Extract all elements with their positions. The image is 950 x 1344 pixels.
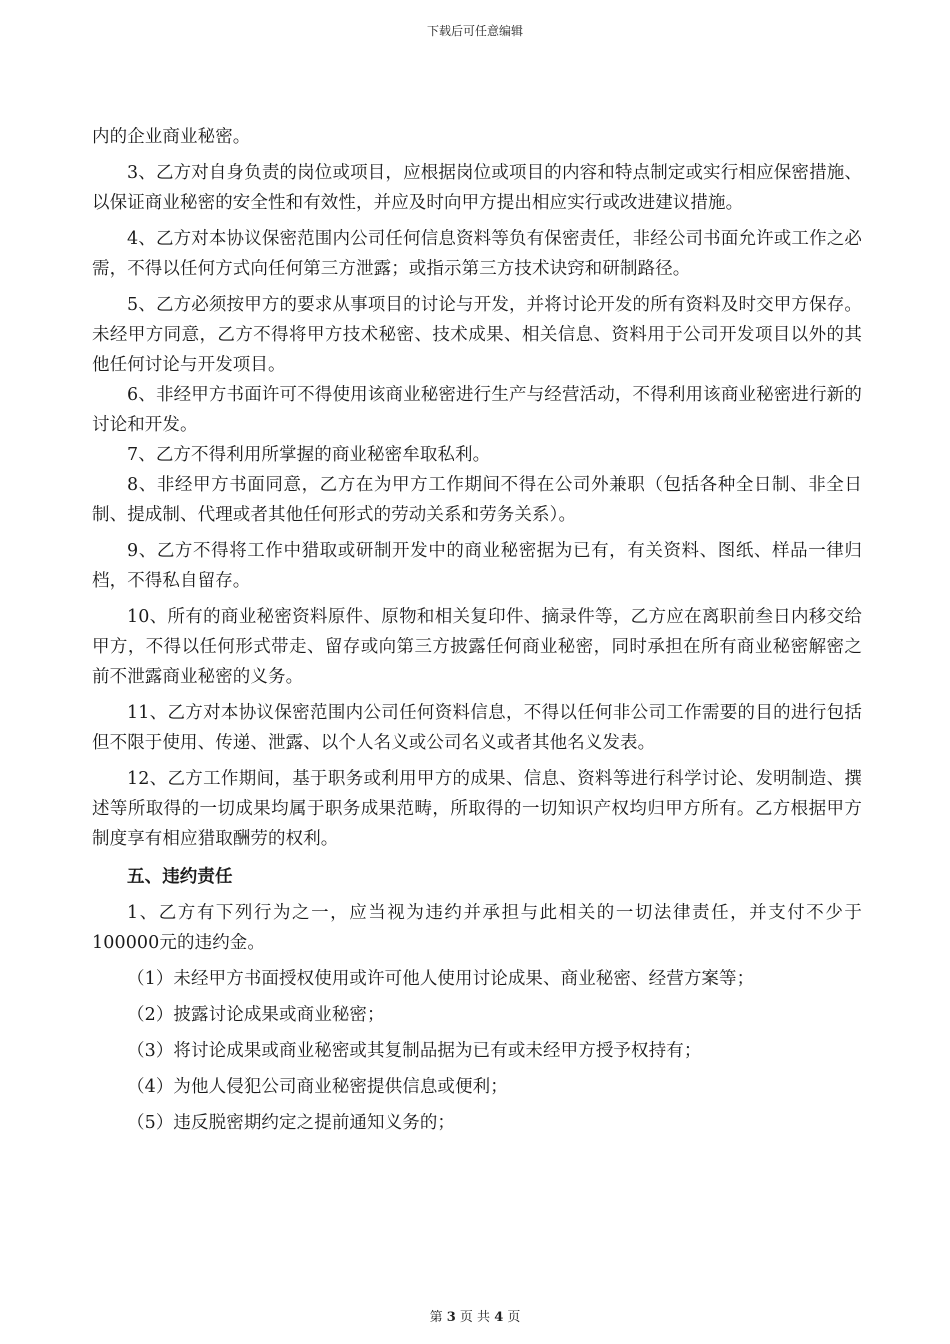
page-number: 3 [446,1310,456,1325]
page-total: 4 [494,1310,504,1325]
clause-12: 12、乙方工作期间，基于职务或利用甲方的成果、信息、资料等进行科学讨论、发明制造、撰述等所取得的一切成果均属于职务成果范畴，所取得的一切知识产权均归甲方所有。乙方根据甲方制度享有相应猎取酬劳的权利。 [92,769,862,849]
footer-prefix: 第 [429,1310,443,1325]
clause-6: 6、非经甲方书面许可不得使用该商业秘密进行生产与经营活动，不得利用该商业秘密进行新的讨论和开发。 [92,385,862,435]
clause-7: 7、乙方不得利用所掌握的商业秘密牟取私利。 [127,445,491,465]
breach-item-2: （2）披露讨论成果或商业秘密； [127,1005,385,1025]
breach-item-3: （3）将讨论成果或商业秘密或其复制品据为已有或未经甲方授予权持有； [127,1041,702,1061]
section-heading-breach: 五、违约责任 [127,867,233,887]
breach-item-4: （4）为他人侵犯公司商业秘密提供信息或便利； [127,1077,508,1097]
clause-3: 3、乙方对自身负责的岗位或项目，应根据岗位或项目的内容和特点制定或实行相应保密措施、以保证商业秘密的安全性和有效性，并应及时向甲方提出相应实行或改进建议措施。 [92,163,862,213]
footer-mid: 页 共 [459,1310,491,1325]
clause-5: 5、乙方必须按甲方的要求从事项目的讨论与开发，并将讨论开发的所有资料及时交甲方保存。未经甲方同意，乙方不得将甲方技术秘密、技术成果、相关信息、资料用于公司开发项目以外的其他任何讨论与开发项目。 [92,295,862,375]
breach-item-1: （1）未经甲方书面授权使用或许可他人使用讨论成果、商业秘密、经营方案等； [127,969,755,989]
breach-intro: 1、乙方有下列行为之一，应当视为违约并承担与此相关的一切法律责任，并支付不少于100000元的违约金。 [92,903,862,953]
clause-8: 8、非经甲方书面同意，乙方在为甲方工作期间不得在公司外兼职（包括各种全日制、非全日制、提成制、代理或者其他任何形式的劳动关系和劳务关系）。 [92,475,862,525]
clause-11: 11、乙方对本协议保密范围内公司任何资料信息，不得以任何非公司工作需要的目的进行包括但不限于使用、传递、泄露、以个人名义或公司名义或者其他名义发表。 [92,703,862,753]
page-header: 下载后可任意编辑 [426,24,523,38]
document-body [92,122,862,1138]
clause-10: 10、所有的商业秘密资料原件、原物和相关复印件、摘录件等，乙方应在离职前叁日内移交给甲方，不得以任何形式带走、留存或向第三方披露任何商业秘密，同时承担在所有商业秘密解密之前不泄露商业秘密的义务。 [92,607,862,687]
breach-item-5: （5）违反脱密期约定之提前通知义务的； [127,1113,456,1133]
footer-suffix: 页 [507,1310,521,1325]
clause-9: 9、乙方不得将工作中猎取或研制开发中的商业秘密据为已有，有关资料、图纸、样品一律归档，不得私自留存。 [92,541,862,591]
clause-4: 4、乙方对本协议保密范围内公司任何信息资料等负有保密责任，非经公司书面允许或工作之必需，不得以任何方式向任何第三方泄露；或指示第三方技术诀窍和研制路径。 [92,229,862,279]
paragraph-continuation: 内的企业商业秘密。 [92,127,251,147]
page-footer [0,1306,950,1325]
